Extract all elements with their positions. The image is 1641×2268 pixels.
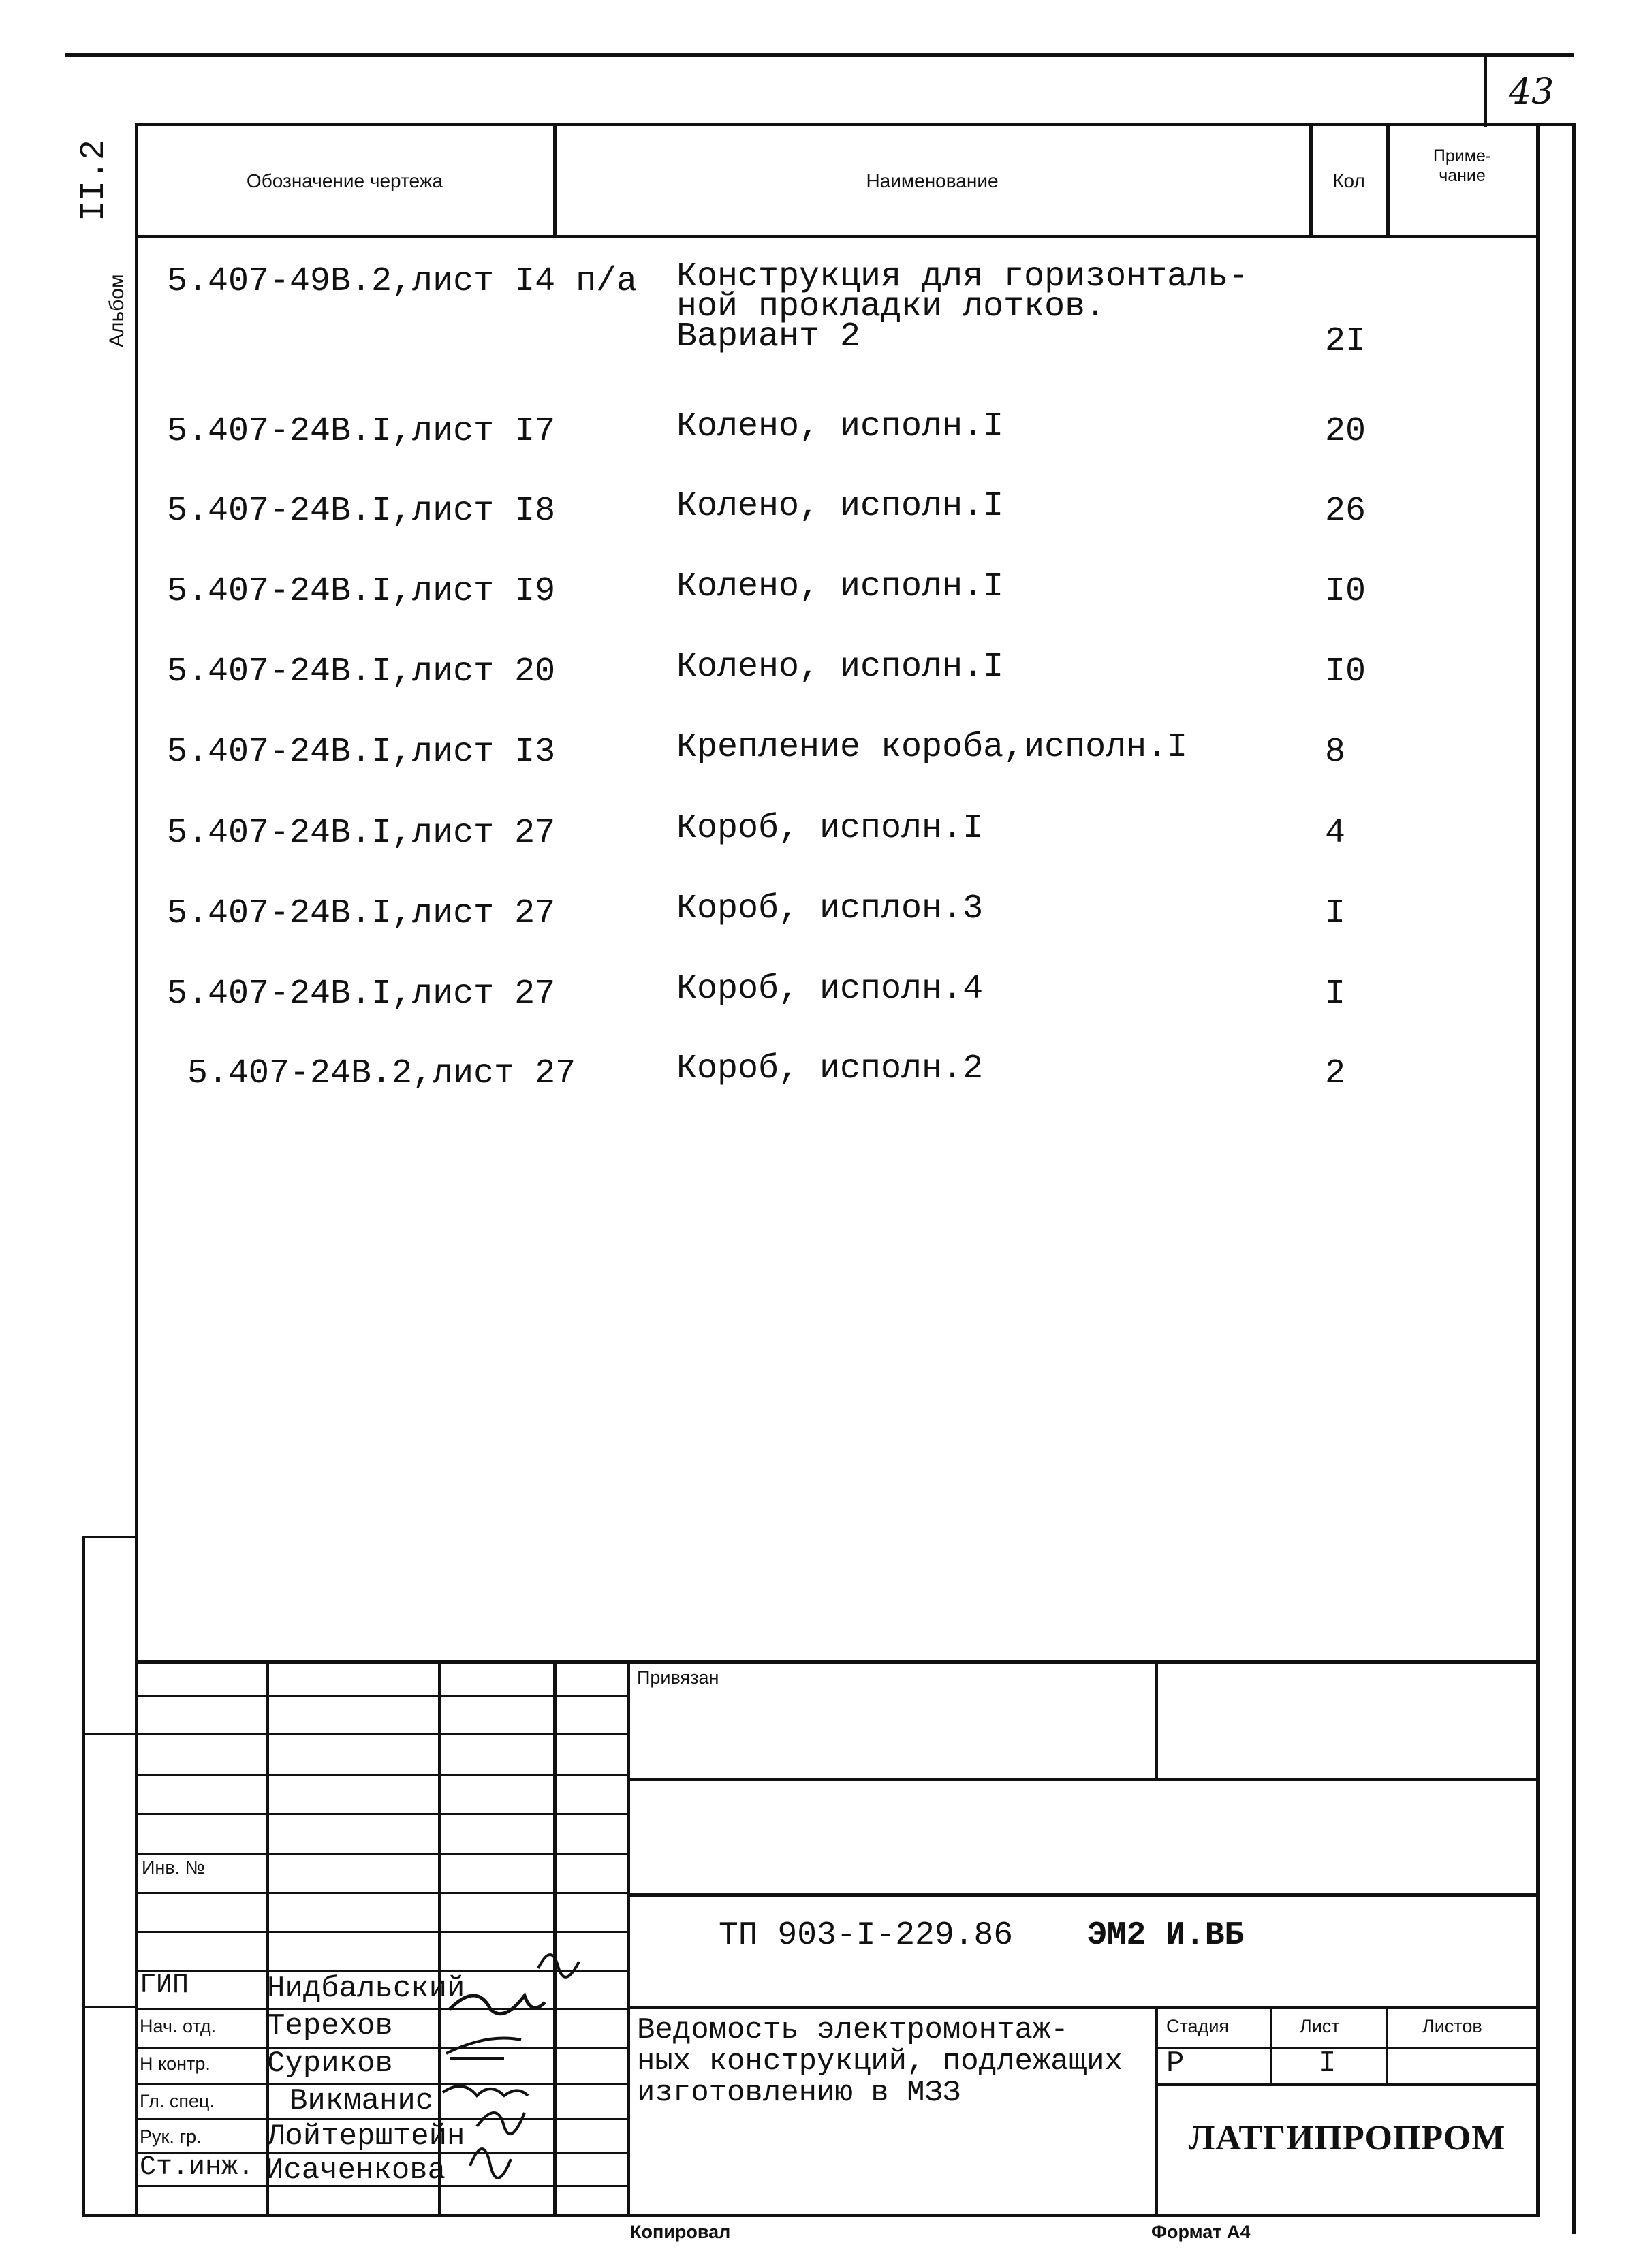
stamp-left-rule (135, 1853, 629, 1855)
row-qty: 26 (1325, 492, 1366, 531)
top-rule (65, 53, 1574, 57)
stage-div-2 (1386, 2006, 1388, 2084)
signature-1 (538, 1955, 579, 1977)
row-designation: 5.407-24В.I,лист 27 (167, 975, 556, 1013)
role-label: Н контр. (140, 2053, 210, 2074)
signature-5 (477, 2113, 525, 2134)
row-designation: 5.407-24В.I,лист 27 (167, 814, 556, 853)
stamp-col-5 (1155, 1660, 1158, 1780)
stamp-right-rule-1 (627, 1778, 1540, 1781)
row-designation: 5.407-24В.I,лист I8 (167, 492, 556, 531)
stamp-left-rule (135, 1774, 629, 1776)
row-qty: 4 (1325, 814, 1346, 853)
signature-3 (446, 2038, 521, 2059)
sheet-label: Лист (1300, 2016, 1340, 2036)
stamp-top (135, 1660, 1540, 1664)
signer-name: Исаченкова (266, 2154, 446, 2188)
row-name (676, 567, 1004, 606)
row-designation: 5.407-24В.I,лист I7 (167, 412, 556, 451)
row-qty: 20 (1325, 412, 1366, 451)
row-name (676, 1050, 984, 1088)
stamp-left-rule (135, 1892, 629, 1894)
inv-no-label: Инв. № (142, 1857, 205, 1878)
signer-name: Викманис (290, 2084, 434, 2118)
row-qty: I0 (1325, 652, 1366, 691)
row-qty: 2I (1325, 322, 1366, 361)
organization-name: ЛАТГИПРОПРОМ (1188, 2119, 1506, 2158)
row-name-line: Колено, исполн.I (676, 487, 1004, 526)
header-qty: Кол (1332, 170, 1365, 191)
stamp-left-rule (135, 1733, 629, 1735)
row-name-line: Конструкция для горизонталь- (676, 257, 1249, 296)
doc-code-main: ТП 903-I-229.86 (719, 1917, 1014, 1954)
role-label: Ст.инж. (140, 2152, 255, 2183)
stamp-right-rule-2 (627, 1893, 1540, 1897)
row-qty: 8 (1325, 733, 1346, 772)
row-designation: 5.407-24В.I,лист 27 (167, 894, 556, 933)
row-designation: 5.407-24В.I,лист I3 (167, 733, 556, 772)
frame-outer-right (1572, 123, 1576, 2234)
signature-4 (443, 2086, 528, 2096)
doc-code (719, 1917, 1244, 1954)
row-designation: 5.407-24В.I,лист I9 (167, 572, 556, 611)
row-qty: 2 (1325, 1054, 1346, 1093)
signer-name: Терехов (267, 2009, 393, 2043)
row-name (676, 648, 1004, 687)
stamp-title-divider (1155, 2006, 1158, 2214)
role-label: Гл. спец. (140, 2091, 215, 2111)
row-name (676, 728, 1188, 767)
row-name (676, 407, 1004, 446)
header-note: Приме- чание (1433, 146, 1492, 185)
album-number: II.2 (75, 139, 114, 221)
signature-2 (450, 1996, 545, 2014)
row-designation: 5.407-49В.2,лист I4 п/а (167, 262, 638, 301)
row-qty: I (1325, 975, 1346, 1013)
format-label: Формат А4 (1151, 2222, 1251, 2242)
row-name-line: Колено, исполн.I (676, 567, 1004, 606)
privyazan-label: Привязан (637, 1667, 719, 1688)
stage-label: Стадия (1166, 2016, 1230, 2036)
row-name (676, 257, 1249, 356)
role-label: Нач. отд. (140, 2016, 217, 2036)
title-line: изготовлению в МЗЗ (637, 2076, 961, 2110)
row-name-line: Короб, исполн.4 (676, 970, 984, 1009)
row-name-line: Вариант 2 (676, 317, 861, 356)
row-name-line: Колено, исполн.I (676, 648, 1004, 687)
page-number-box-divider (1484, 53, 1487, 127)
binding-mark-2 (82, 1733, 136, 1735)
copied-label: Копировал (630, 2222, 731, 2242)
doc-code-suffix: ЭМ2 И.ВБ (1087, 1917, 1245, 1954)
header-name: Наименование (866, 170, 999, 191)
signatures (436, 1941, 640, 2227)
row-name-line: ной прокладки лотков. (676, 287, 1106, 326)
row-name-line: Колено, исполн.I (676, 407, 1004, 446)
title-line: ных конструкций, подлежащих (637, 2045, 1123, 2079)
row-name-line: Короб, исполн.2 (676, 1050, 984, 1088)
binding-mark-3 (82, 2006, 136, 2008)
row-name-line: Крепление короба,исполн.I (676, 728, 1188, 767)
stage-bottom-rule (1155, 2083, 1540, 2086)
stage-value: Р (1166, 2047, 1185, 2081)
stamp-left-rule (135, 1695, 629, 1697)
signer-name: Суриков (267, 2047, 393, 2081)
row-qty: I0 (1325, 572, 1366, 611)
row-name (676, 970, 984, 1009)
frame-right (1536, 123, 1540, 2217)
page-number: 43 (1509, 72, 1554, 112)
stamp-left-rule (135, 1931, 629, 1933)
stamp-right-rule-3 (627, 2006, 1540, 2009)
header-designation: Обозначение чертежа (246, 170, 443, 191)
row-name (676, 809, 984, 848)
signer-name: Лойтерштейн (267, 2120, 465, 2154)
stage-div-1 (1270, 2006, 1272, 2084)
frame-left (135, 123, 138, 2217)
document-title (637, 2015, 1123, 2109)
role-label: Рук. гр. (140, 2126, 202, 2147)
signer-name: Нидбальский (267, 1972, 465, 2006)
row-name (676, 889, 984, 928)
signature-6 (470, 2149, 511, 2178)
role-label: ГИП (140, 1970, 189, 2001)
binding-mark-1 (82, 1536, 136, 1538)
frame-bottom (82, 2214, 1540, 2217)
row-designation: 5.407-24В.I,лист 20 (167, 652, 556, 691)
row-designation: 5.407-24В.2,лист 27 (187, 1054, 576, 1093)
sheet-value: I (1318, 2047, 1337, 2081)
header-bottom-rule (135, 235, 1540, 238)
row-name (676, 487, 1004, 526)
album-label: Альбом (106, 274, 128, 347)
stamp-left-rule (135, 1813, 629, 1815)
row-name-line: Короб, исполн.I (676, 809, 984, 848)
frame-top (135, 123, 1574, 126)
binding-line (82, 1536, 85, 2214)
sheets-label: Листов (1422, 2016, 1482, 2036)
row-qty: I (1325, 894, 1346, 933)
row-name-line: Короб, исплон.3 (676, 889, 984, 928)
stage-header-rule (1155, 2047, 1540, 2049)
title-line: Ведомость электромонтаж- (637, 2013, 1069, 2047)
